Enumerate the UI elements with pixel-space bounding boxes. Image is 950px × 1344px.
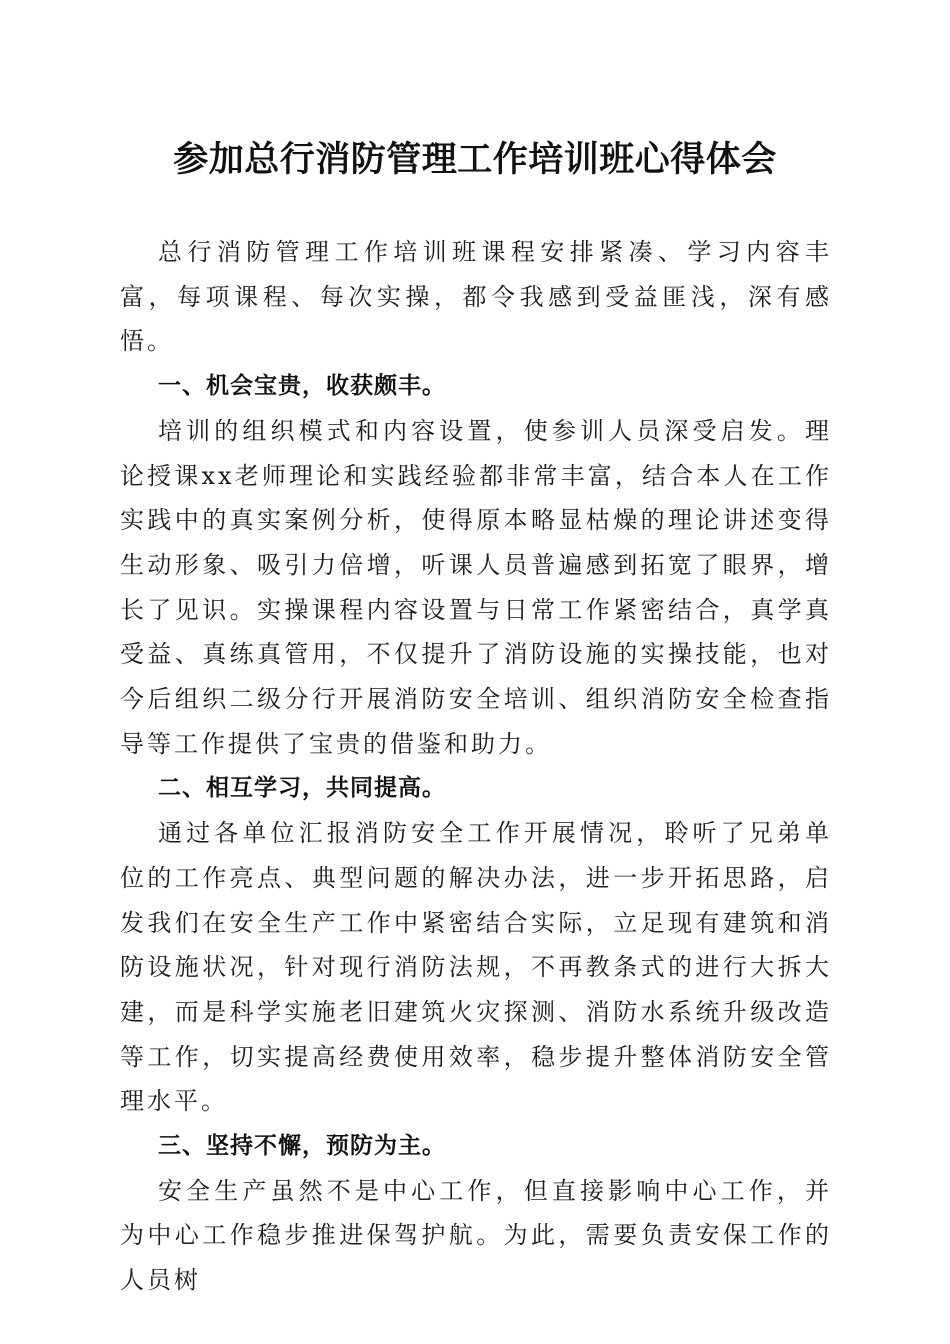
section-2-heading: 二、相互学习，共同提高。 [158,775,446,802]
intro-paragraph: 总行消防管理工作培训班课程安排紧凑、学习内容丰富，每项课程、每次实操，都令我感到受益匪浅，深有感悟。 [120,238,832,356]
document-body [120,230,832,1303]
document-title: 参加总行消防管理工作培训班心得体会 [173,139,777,180]
section-3-heading: 三、坚持不懈，预防为主。 [158,1133,446,1160]
section-1-heading: 一、机会宝贵，收获颇丰。 [158,373,446,400]
section-3-paragraph: 安全生产虽然不是中心工作，但直接影响中心工作，并为中心工作稳步推进保驾护航。为此，需要负责安保工作的人员树 [120,1176,832,1295]
section-1-paragraph: 培训的组织模式和内容设置，使参训人员深受启发。理论授课xx老师理论和实践经验都非常丰富，结合本人在工作实践中的真实案例分析，使得原本略显枯燥的理论讲述变得生动形象、吸引力倍增，听课人员普遍感到拓宽了眼界，增长了见识。实操课程内容设置与日常工作紧密结合，真学真受益、真练真管用，不仅提升了消防设施的实操技能，也对今后组织二级分行开展消防安全培训、组织消防安全检查指导等工作提供了宝贵的借鉴和助力。 [120,416,832,758]
section-2-paragraph: 通过各单位汇报消防安全工作开展情况，聆听了兄弟单位的工作亮点、典型问题的解决办法，进一步开拓思路，启发我们在安全生产工作中紧密结合实际，立足现有建筑和消防设施状况，针对现行消防法规，不再教条式的进行大拆大建，而是科学实施老旧建筑火灾探测、消防水系统升级改造等工作，切实提高经费使用效率，稳步提升整体消防安全管理水平。 [120,819,832,1116]
